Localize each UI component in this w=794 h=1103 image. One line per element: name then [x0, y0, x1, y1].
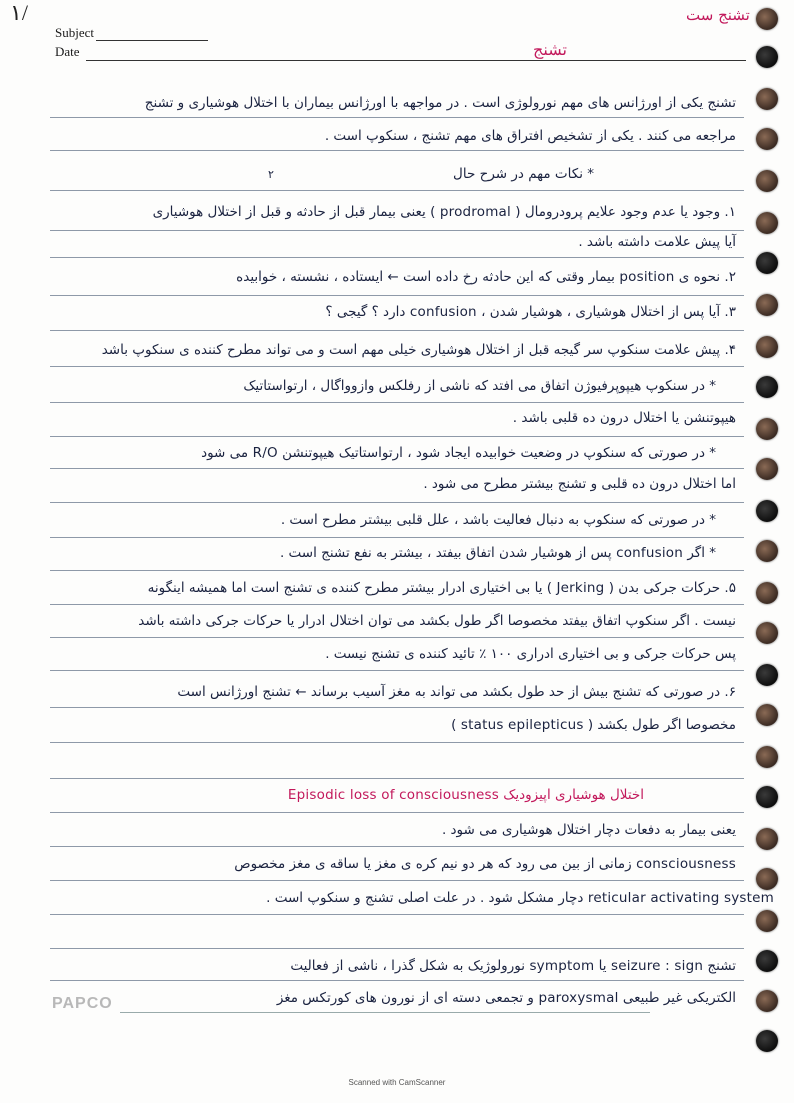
corner-note: تشنج ست	[686, 6, 750, 24]
note-line: ۳. آیا پس از اختلال هوشیاری ، هوشیار شدن ، confusion دارد ؟ گیجی ؟	[325, 304, 736, 320]
note-line: آیا پیش علامت داشته باشد .	[578, 234, 736, 250]
date-line	[86, 60, 746, 61]
binder-hole	[756, 622, 778, 644]
ruled-line	[50, 846, 744, 847]
ruled-line	[50, 707, 744, 708]
binder-hole	[756, 252, 778, 274]
ruled-line	[50, 670, 744, 671]
binder-hole	[756, 868, 778, 890]
binder-hole	[756, 376, 778, 398]
binder-hole	[756, 950, 778, 972]
binder-hole	[756, 828, 778, 850]
note-line: ۴. پیش علامت سنکوپ سر گیجه قبل از اختلال هوشیاری خیلی مهم است و می تواند مطرح کننده ی سنکوپ باشد	[101, 342, 736, 358]
note-line: ۲. نحوه ی position بیمار وقتی که این حادثه رخ داده است ← ایستاده ، نشسته ، خوابیده	[236, 269, 736, 285]
note-line: هیپوتنشن یا اختلال درون ده قلبی باشد .	[512, 410, 736, 426]
footer-line	[120, 1012, 650, 1013]
note-line: * در صورتی که سنکوپ به دنبال فعالیت باشد ، علل قلبی بیشتر مطرح است .	[280, 512, 716, 528]
note-line: reticular activating system دچار مشکل شود . در علت اصلی تشنج و سنکوپ است .	[266, 890, 774, 906]
binder-hole	[756, 46, 778, 68]
note-line: * در سنکوپ هیپوپرفیوژن اتفاق می افتد که ناشی از رفلکس وازوواگال ، ارتواستاتیک	[243, 378, 716, 394]
binder-hole	[756, 990, 778, 1012]
subject-label: Subject	[55, 25, 94, 40]
binder-hole	[756, 786, 778, 808]
annotation-mark: ۲	[268, 168, 274, 181]
note-line: نیست . اگر سنکوپ اتفاق بیفتد مخصوصا اگر طول بکشد می توان اختلال ادرار یا حرکات جرکی داشته باشد	[138, 613, 736, 629]
binder-hole	[756, 88, 778, 110]
binder-hole	[756, 458, 778, 480]
ruled-line	[50, 812, 744, 813]
binder-hole	[756, 664, 778, 686]
ruled-line	[50, 468, 744, 469]
ruled-line	[50, 230, 744, 231]
note-line: الکتریکی غیر طبیعی paroxysmal و تجمعی دسته ای از نورون های کورتکس مغز	[276, 990, 736, 1006]
binder-hole	[756, 294, 778, 316]
ruled-line	[50, 778, 744, 779]
ruled-line	[50, 570, 744, 571]
page-number: ۱/	[10, 0, 28, 25]
note-line: * اگر confusion پس از هوشیار شدن اتفاق بیفتد ، بیشتر به نفع تشنج است .	[279, 545, 716, 561]
page-title: تشنج	[533, 40, 567, 59]
scanner-watermark: Scanned with CamScanner	[348, 1078, 446, 1087]
ruled-line	[50, 190, 744, 191]
note-line: consciousness زمانی از بین می رود که هر دو نیم کره ی مغز یا ساقه ی مغز مخصوص	[234, 856, 736, 872]
binder-hole	[756, 540, 778, 562]
note-line: یعنی بیمار به دفعات دچار اختلال هوشیاری می شود .	[441, 822, 736, 838]
binder-hole	[756, 746, 778, 768]
ruled-line	[50, 537, 744, 538]
binder-hole	[756, 1030, 778, 1052]
binder-hole	[756, 128, 778, 150]
note-line: مراجعه می کنند . یکی از تشخیص افتراق های مهم تشنج ، سنکوپ است .	[324, 128, 736, 144]
binder-hole	[756, 418, 778, 440]
ruled-line	[50, 880, 744, 881]
binder-hole	[756, 910, 778, 932]
ruled-line	[50, 637, 744, 638]
note-line: تشنج seizure : sign یا symptom نورولوژیک به شکل گذرا ، ناشی از فعالیت	[290, 958, 736, 974]
note-line: ۵. حرکات جرکی بدن ( Jerking ) یا بی اختیاری ادرار بیشتر مطرح کننده ی تشنج است اما همیشه اینگونه	[147, 580, 736, 596]
ruled-line	[50, 402, 744, 403]
ruled-line	[50, 742, 744, 743]
ruled-line	[50, 330, 744, 331]
note-line: * در صورتی که سنکوپ در وضعیت خوابیده ایجاد شود ، ارتواستاتیک هیپوتنشن R/O می شود	[201, 445, 716, 461]
binder-hole	[756, 212, 778, 234]
note-line: * نکات مهم در شرح حال	[453, 166, 594, 182]
note-line: ۱. وجود یا عدم وجود علایم پرودرومال ( prodromal ) یعنی بیمار قبل از حادثه و قبل از اختلال هوشیاری	[152, 204, 736, 220]
ruled-line	[50, 117, 744, 118]
ruled-line	[50, 914, 744, 915]
note-line: ۶. در صورتی که تشنج بیش از حد طول بکشد می تواند به مغز آسیب برساند ← تشنج اورژانس است	[177, 684, 736, 700]
note-line: تشنج یکی از اورژانس های مهم نورولوژی است . در مواجهه با اورژانس بیماران با اختلال هوشیاری و تشنج	[144, 95, 736, 111]
note-line: اما اختلال درون ده قلبی و تشنج بیشتر مطرح می شود .	[423, 476, 736, 492]
ruled-line	[50, 257, 744, 258]
ruled-line	[50, 980, 744, 981]
note-line: مخصوصا اگر طول بکشد ( status epilepticus )	[451, 717, 736, 733]
binder-hole	[756, 8, 778, 30]
ruled-line	[50, 366, 744, 367]
binder-hole	[756, 704, 778, 726]
ruled-line	[50, 295, 744, 296]
note-line: پس حرکات جرکی و بی اختیاری ادراری ۱۰۰ ٪ تائید کننده ی تشنج نیست .	[325, 646, 736, 662]
date-label: Date	[55, 44, 80, 59]
ruled-line	[50, 502, 744, 503]
binder-hole	[756, 170, 778, 192]
binder-hole	[756, 500, 778, 522]
ruled-line	[50, 948, 744, 949]
subject-line	[96, 40, 208, 41]
ruled-line	[50, 150, 744, 151]
papco-brand: PAPCO	[52, 995, 113, 1012]
binder-hole	[756, 582, 778, 604]
ruled-line	[50, 604, 744, 605]
section-heading: اختلال هوشیاری اپیزودیک Episodic loss of consciousness	[287, 787, 644, 803]
binder-hole	[756, 336, 778, 358]
ruled-line	[50, 436, 744, 437]
